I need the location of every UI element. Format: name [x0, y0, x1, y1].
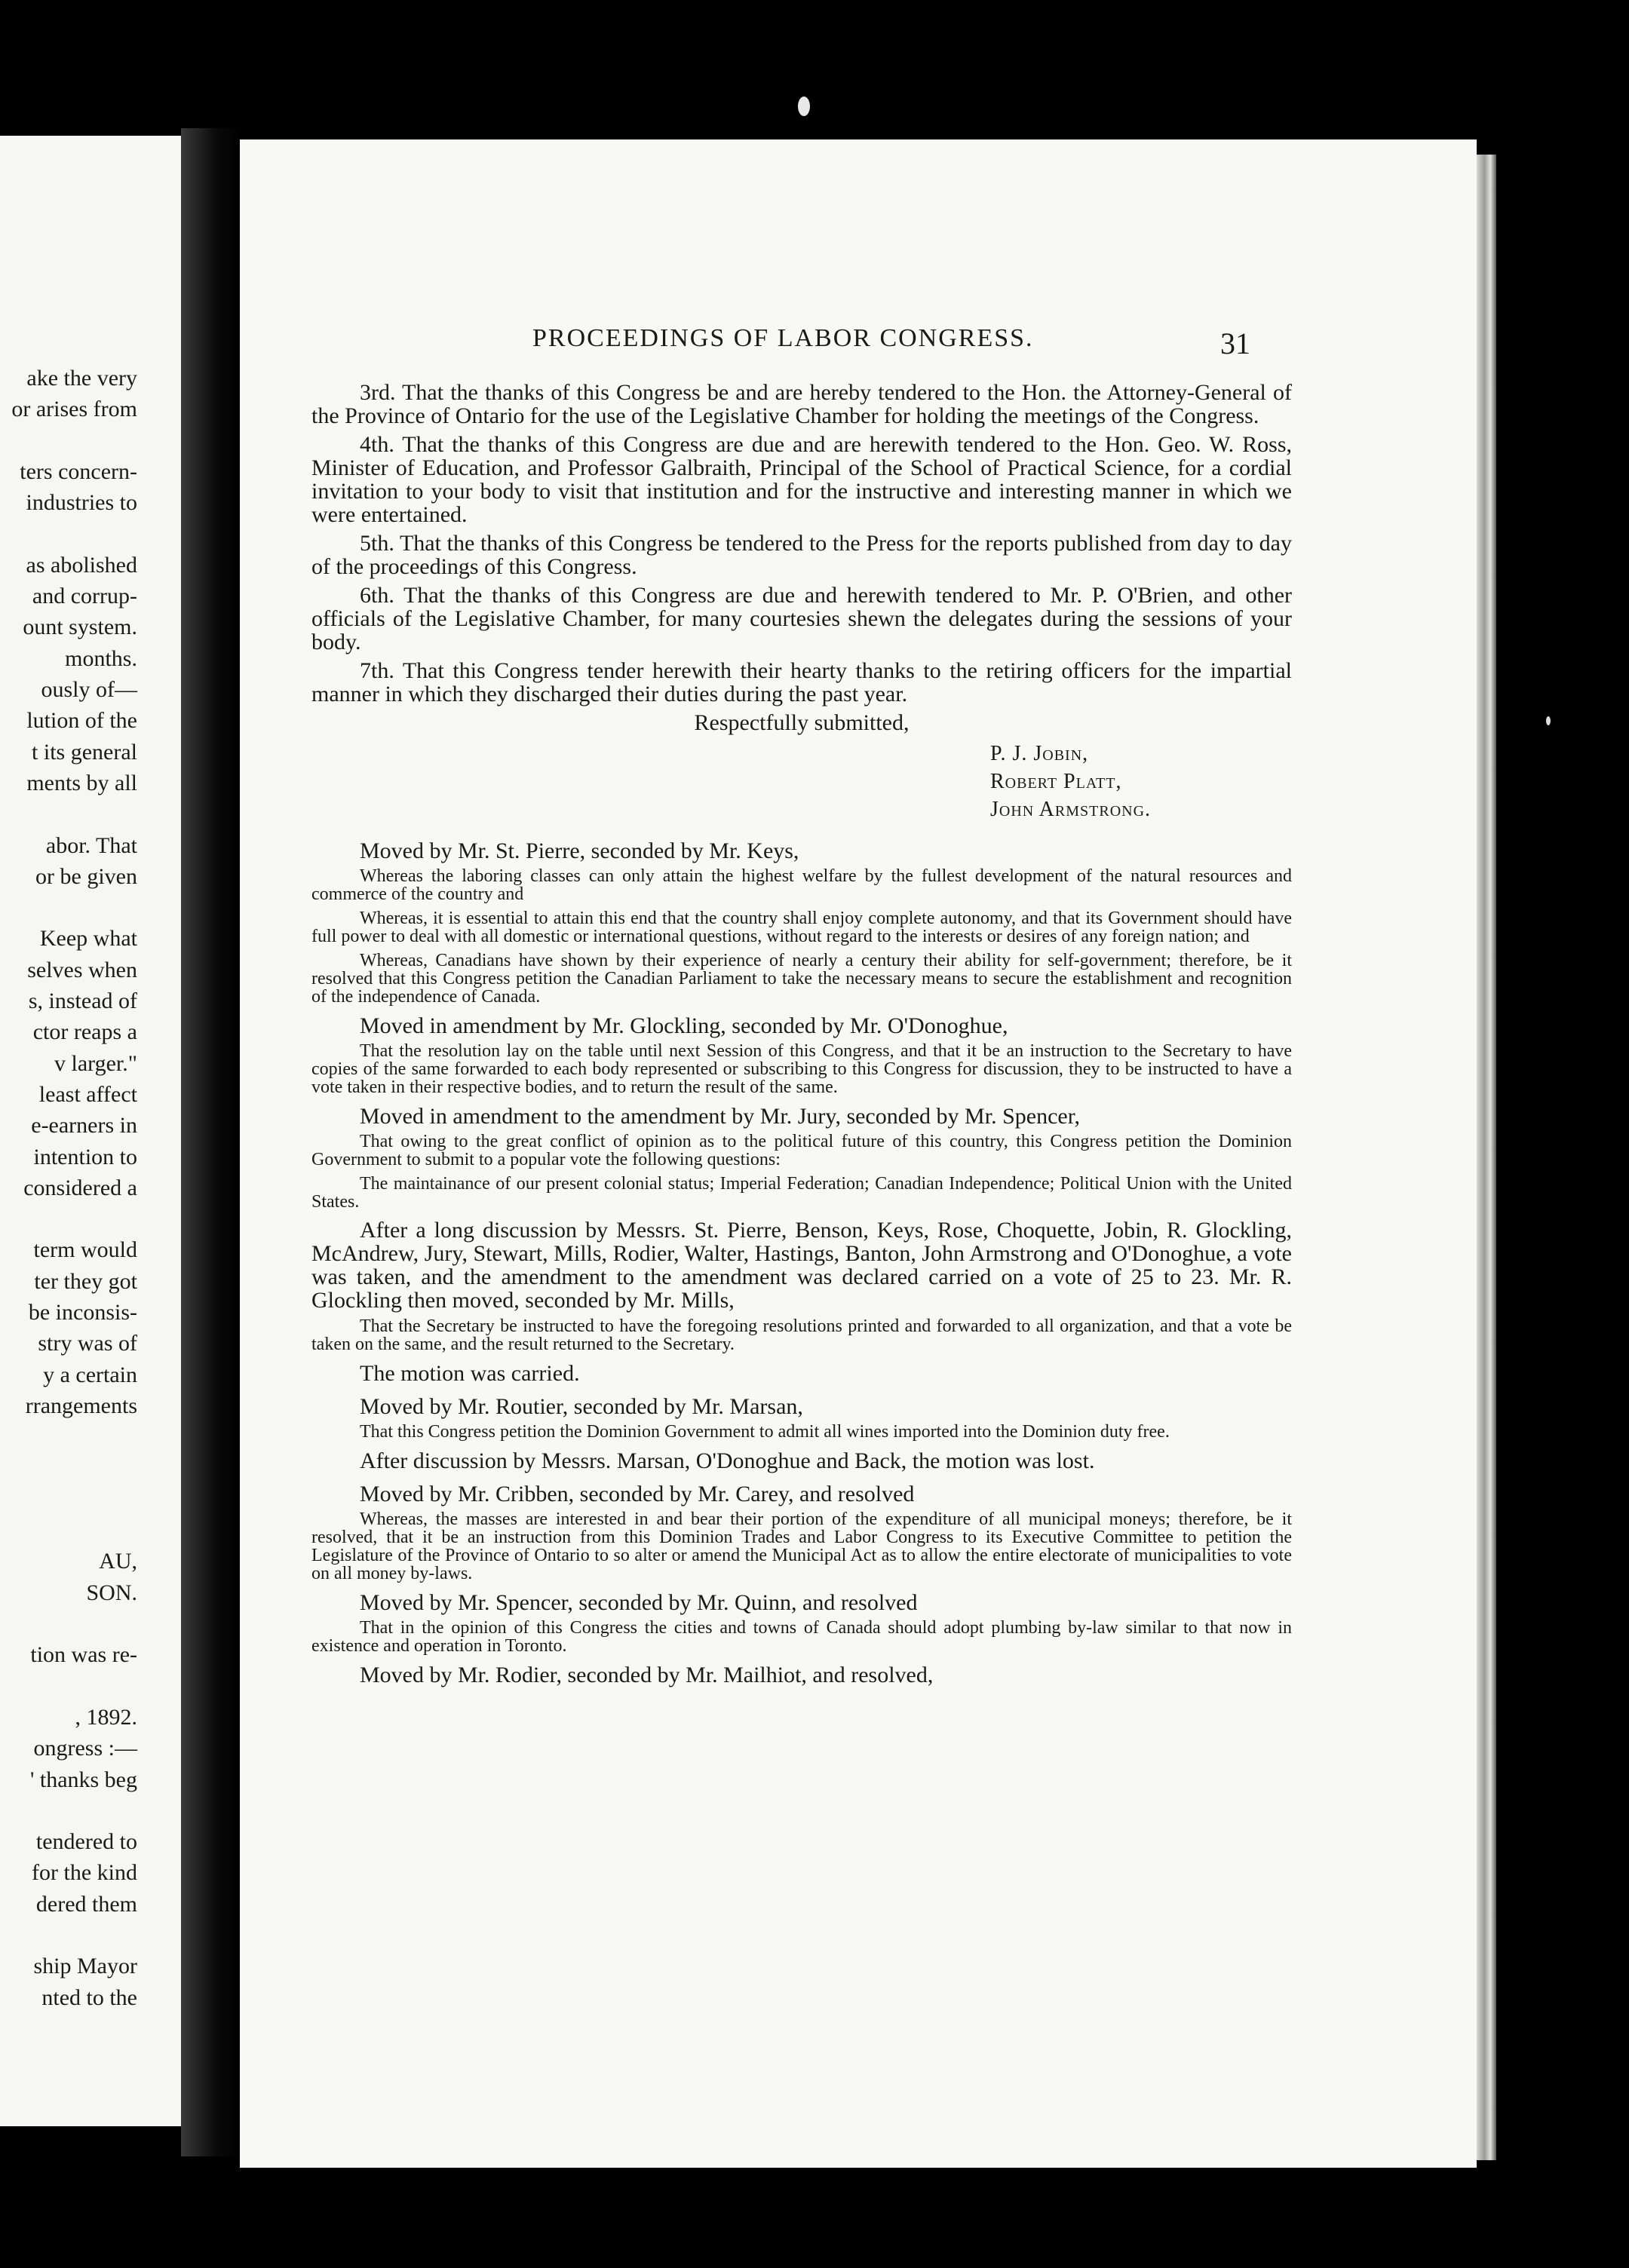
- motion-heading: Moved by Mr. Spencer, seconded by Mr. Quinn, and resolved: [360, 1590, 918, 1615]
- running-head: PROCEEDINGS OF LABOR CONGRESS.: [532, 324, 1034, 352]
- motion-result: The motion was carried.: [360, 1361, 580, 1386]
- left-page-line: Keep what: [39, 926, 137, 952]
- left-page-line: tendered to: [35, 1829, 137, 1855]
- left-page-line: s, instead of: [28, 988, 137, 1013]
- motion-text: Whereas, the masses are interested in and bear their portion of the expenditure of all municipal moneys; therefore, be it resolved, that it be an instruction from this Dominion Trades and Labor Congress to its Executive Committee to petition the Legislature of the Province of Ontario to so alter or amend the Municipal Act as to allow the entire electorate of municipalities to vote on all money by-laws.: [311, 1509, 1292, 1583]
- amendment-text: That the resolution lay on the table until next Session of this Congress, and that it be an instruction to the Secretary to have copies of the same forwarded to each body represented or subscribing to this Congress for discussion, they to be instructed to have a vote taken in their respective bodies, and to return the result of the same.: [311, 1041, 1292, 1097]
- left-page-line: ters concern-: [20, 458, 137, 484]
- document-page: [240, 139, 1477, 2168]
- left-page-line: e-earners in: [31, 1113, 137, 1139]
- motion-heading: Moved by Mr. St. Pierre, seconded by Mr. Keys,: [360, 838, 799, 863]
- left-page-line: or arises from: [11, 397, 137, 422]
- left-page-line: intention to: [33, 1144, 137, 1169]
- resolution-4th: 4th. That the thanks of this Congress are due and are herewith tendered to the Hon. Geo. W. Ross, Minister of Education, and Professor Galbraith, Principal of the School of Practical Science, for a cordial invitation to your body to visit that institution and for the instructive and interesting manner in which we were entertained.: [311, 432, 1292, 527]
- left-page-line: v larger.": [54, 1050, 137, 1076]
- discussion-paragraph: After a long discussion by Messrs. St. Pierre, Benson, Keys, Rose, Choquette, Jobin, R. Glockling, McAndrew, Jury, Stewart, Mills, Rodier, Walter, Hastings, Banton, John Armstrong and O'Donoghue, a vote was taken, and the amendment to the amendment was declared carried on a vote of 25 to 23. Mr. R. Glockling then moved, seconded by Mr. Mills,: [311, 1218, 1292, 1313]
- left-page-line: for the kind: [32, 1860, 137, 1886]
- signer: John Armstrong.: [990, 798, 1152, 821]
- left-page-line: AU,: [99, 1549, 137, 1574]
- amendment-heading: Moved in amendment to the amendment by Mr. Jury, seconded by Mr. Spencer,: [360, 1104, 1080, 1129]
- left-page-line: or be given: [35, 863, 137, 889]
- page-body: [311, 381, 1292, 1691]
- left-page-line: selves when: [27, 957, 137, 982]
- left-page-line: ongress :—: [33, 1736, 137, 1761]
- left-page-line: considered a: [23, 1175, 137, 1200]
- left-page-line: , 1892.: [75, 1704, 137, 1730]
- motion-text: That this Congress petition the Dominion Government to admit all wines imported into the Dominion duty free.: [360, 1422, 1170, 1442]
- left-page-line: rrangements: [25, 1393, 137, 1418]
- page-number: 31: [1220, 326, 1250, 360]
- left-page-line: ' thanks beg: [29, 1767, 137, 1792]
- left-page-line: abor. That: [45, 832, 137, 858]
- book-gutter: [181, 128, 240, 2156]
- amendment-text: That owing to the great conflict of opinion as to the political future of this country, this Congress petition the Dominion Government to submit to a popular vote the following questions:: [311, 1132, 1292, 1169]
- motion-text: Whereas, Canadians have shown by their experience of nearly a century their ability for self-government; therefore, be it resolved that this Congress petition the Canadian Parliament to take the necessary means to secure the establishment and recognition of the independence of Canada.: [311, 951, 1292, 1007]
- left-page-line: stry was of: [38, 1331, 137, 1356]
- resolution-5th: 5th. That the thanks of this Congress be tendered to the Press for the reports published from day to day of the proceedings of this Congress.: [311, 531, 1292, 579]
- left-page-line: least affect: [38, 1081, 137, 1107]
- left-page-line: as abolished: [26, 552, 137, 578]
- page-header: [240, 324, 1477, 362]
- left-page-line: y a certain: [43, 1362, 137, 1387]
- motion-heading: Moved by Mr. Rodier, seconded by Mr. Mailhiot, and resolved,: [360, 1663, 934, 1687]
- motion-heading: Moved by Mr. Cribben, seconded by Mr. Carey, and resolved: [360, 1482, 915, 1506]
- left-page-line: ship Mayor: [33, 1954, 137, 1979]
- left-page-line: and corrup-: [32, 584, 137, 609]
- motion-heading: Moved by Mr. Routier, seconded by Mr. Marsan,: [360, 1394, 803, 1419]
- motion-result: After discussion by Messrs. Marsan, O'Donoghue and Back, the motion was lost.: [360, 1448, 1095, 1473]
- left-page-line: lution of the: [26, 708, 137, 734]
- left-page-line: SON.: [86, 1580, 137, 1605]
- page-edge: [1477, 155, 1496, 2160]
- amendment-text: The maintainance of our present colonial status; Imperial Federation; Canadian Independence; Political Union with the United States.: [311, 1174, 1292, 1212]
- left-page-line: dered them: [35, 1891, 137, 1917]
- respectfully-submitted: Respectfully submitted,: [694, 710, 910, 735]
- left-page-line: be inconsis-: [28, 1300, 137, 1325]
- scan-artifact: [1546, 716, 1551, 725]
- motion-text: Whereas the laboring classes can only attain the highest welfare by the fullest development of the natural resources and commerce of the country and: [311, 866, 1292, 904]
- resolution-3rd: 3rd. That the thanks of this Congress be and are hereby tendered to the Hon. the Attorney-General of the Province of Ontario for the use of the Legislative Chamber for holding the meetings of the Congress.: [311, 380, 1292, 428]
- resolution-7th: 7th. That this Congress tender herewith their hearty thanks to the retiring officers for the impartial manner in which they discharged their duties during the past year.: [311, 658, 1292, 706]
- left-page-line: ctor reaps a: [32, 1019, 137, 1045]
- left-page-line: ments by all: [26, 770, 137, 795]
- left-page-line: months.: [65, 645, 137, 671]
- resolution-6th: 6th. That the thanks of this Congress are due and herewith tendered to Mr. P. O'Brien, and other officials of the Legislative Chamber, for many courtesies shewn the delegates during the sessions of your body.: [311, 583, 1292, 654]
- signer: Robert Platt,: [990, 770, 1122, 793]
- left-page-line: ously of—: [41, 677, 137, 702]
- left-page-line: nted to the: [41, 1985, 137, 2010]
- left-page-line: t its general: [32, 739, 137, 765]
- left-page-line: tion was re-: [30, 1642, 137, 1668]
- left-page-line: ount system.: [23, 615, 137, 640]
- left-page-line: term would: [33, 1237, 137, 1263]
- left-page-fragment: [0, 136, 181, 2126]
- signer: P. J. Jobin,: [990, 742, 1089, 765]
- amendment-heading: Moved in amendment by Mr. Glockling, seconded by Mr. O'Donoghue,: [360, 1013, 1008, 1038]
- signatories: [990, 740, 1292, 823]
- left-page-line: ake the very: [26, 366, 137, 391]
- scan-artifact: [798, 97, 810, 116]
- motion-text: That the Secretary be instructed to have the foregoing resolutions printed and forwarded to all organization, and that a vote be taken on the same, and the result returned to the Secretary.: [311, 1316, 1292, 1354]
- motion-text: That in the opinion of this Congress the cities and towns of Canada should adopt plumbing by-law similar to that now in existence and operation in Toronto.: [311, 1618, 1292, 1656]
- left-page-line: ter they got: [34, 1268, 137, 1294]
- motion-text: Whereas, it is essential to attain this end that the country shall enjoy complete autonomy, and that its Government should have full power to deal with all domestic or international questions, without regard to the interests or desires of any foreign nation; and: [311, 909, 1292, 946]
- left-page-line: industries to: [26, 490, 137, 516]
